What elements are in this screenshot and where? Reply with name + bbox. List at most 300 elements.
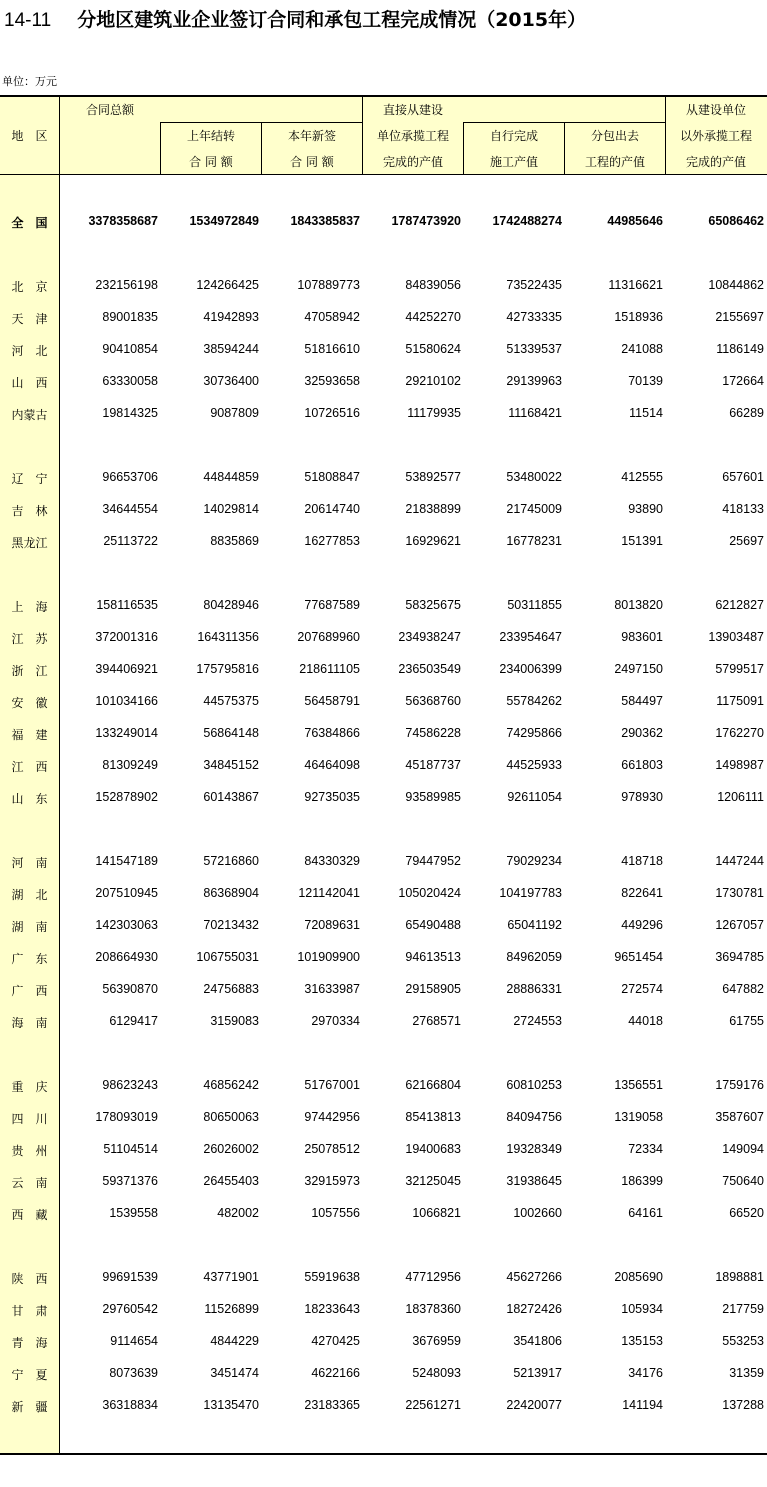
- header-contract-total: 合同总额: [85, 103, 134, 117]
- table-cell: 76384866: [304, 726, 360, 740]
- header-direct-1: 直接从建设: [382, 103, 443, 117]
- table-cell: 16778231: [506, 534, 562, 548]
- region-name: 辽 宁: [11, 472, 48, 486]
- region-name: 重 庆: [11, 1080, 48, 1094]
- table-cell: 1730781: [715, 886, 764, 900]
- table-cell: 51339537: [506, 342, 562, 356]
- table-row: [0, 534, 767, 554]
- table-cell: 372001316: [95, 630, 158, 644]
- table-row: [0, 1366, 767, 1386]
- table-cell: 1002660: [513, 1206, 562, 1220]
- header-direct-3: 完成的产值: [382, 155, 443, 169]
- header-sub-1: 分包出去: [590, 129, 639, 143]
- table-cell: 1843385837: [290, 214, 360, 228]
- table-cell: 18233643: [304, 1302, 360, 1316]
- table-cell: 26455403: [203, 1174, 259, 1188]
- region-name: 安 徽: [11, 696, 48, 710]
- table-cell: 97442956: [304, 1110, 360, 1124]
- header-self-2: 施工产值: [489, 155, 538, 169]
- region-name: 福 建: [11, 728, 48, 742]
- table-cell: 42733335: [506, 310, 562, 324]
- table-cell: 84094756: [506, 1110, 562, 1124]
- table-cell: 89001835: [102, 310, 158, 324]
- table-cell: 2497150: [614, 662, 663, 676]
- table-cell: 44525933: [506, 758, 562, 772]
- table-cell: 18378360: [405, 1302, 461, 1316]
- table-cell: 137288: [722, 1398, 764, 1412]
- table-cell: 44252270: [405, 310, 461, 324]
- table-cell: 3676959: [412, 1334, 461, 1348]
- table-cell: 1057556: [311, 1206, 360, 1220]
- table-cell: 11514: [629, 406, 663, 420]
- bottom-rule: [0, 1453, 767, 1455]
- table-cell: 47712956: [405, 1270, 461, 1284]
- table-cell: 3694785: [715, 950, 764, 964]
- table-cell: 80428946: [203, 598, 259, 612]
- table-cell: 80650063: [203, 1110, 259, 1124]
- table-cell: 25113722: [103, 534, 158, 548]
- table-cell: 3451474: [210, 1366, 259, 1380]
- table-cell: 45627266: [506, 1270, 562, 1284]
- table-cell: 16277853: [304, 534, 360, 548]
- table-cell: 207510945: [95, 886, 158, 900]
- table-row: [0, 310, 767, 330]
- table-cell: 66289: [729, 406, 764, 420]
- table-row: [0, 1270, 767, 1290]
- table-cell: 186399: [621, 1174, 663, 1188]
- table-row: [0, 1398, 767, 1418]
- table-row: [0, 854, 767, 874]
- region-name: 贵 州: [11, 1144, 48, 1158]
- table-cell: 2085690: [614, 1270, 663, 1284]
- table-cell: 978930: [621, 790, 663, 804]
- table-cell: 1518936: [614, 310, 663, 324]
- table-cell: 32125045: [405, 1174, 461, 1188]
- table-cell: 32915973: [304, 1174, 360, 1188]
- table-cell: 79029234: [506, 854, 562, 868]
- table-cell: 217759: [722, 1302, 764, 1316]
- table-cell: 5213917: [513, 1366, 562, 1380]
- table-cell: 60810253: [506, 1078, 562, 1092]
- table-cell: 553253: [722, 1334, 764, 1348]
- table-row: [0, 1334, 767, 1354]
- table-cell: 3378358687: [88, 214, 158, 228]
- table-cell: 822641: [621, 886, 663, 900]
- table-cell: 1742488274: [492, 214, 562, 228]
- table-cell: 22561271: [405, 1398, 461, 1412]
- table-cell: 31359: [729, 1366, 764, 1380]
- region-name: 广 东: [11, 952, 48, 966]
- table-cell: 90410854: [102, 342, 158, 356]
- table-cell: 34176: [628, 1366, 663, 1380]
- header-sub-2: 工程的产值: [584, 155, 645, 169]
- table-cell: 8073639: [109, 1366, 158, 1380]
- table-row: [0, 694, 767, 714]
- table-cell: 1762270: [715, 726, 764, 740]
- table-cell: 8013820: [614, 598, 663, 612]
- table-cell: 10726516: [304, 406, 360, 420]
- table-row: [0, 598, 767, 618]
- table-cell: 1356551: [614, 1078, 663, 1092]
- table-cell: 1267057: [715, 918, 764, 932]
- table-row: [0, 982, 767, 1002]
- table-cell: 86368904: [203, 886, 259, 900]
- region-name: 全 国: [11, 216, 48, 230]
- table-cell: 1787473920: [391, 214, 461, 228]
- table-cell: 657601: [722, 470, 764, 484]
- table-cell: 149094: [722, 1142, 764, 1156]
- table-cell: 34644554: [102, 502, 158, 516]
- table-cell: 4622166: [311, 1366, 360, 1380]
- region-name: 北 京: [11, 280, 48, 294]
- table-cell: 46856242: [203, 1078, 259, 1092]
- region-name: 山 东: [11, 792, 48, 806]
- table-cell: 28886331: [506, 982, 562, 996]
- table-cell: 141194: [622, 1398, 663, 1412]
- table-cell: 133249014: [95, 726, 158, 740]
- table-cell: 394406921: [95, 662, 158, 676]
- table-row: [0, 886, 767, 906]
- table-row: [0, 374, 767, 394]
- table-row: [0, 726, 767, 746]
- table-cell: 135153: [621, 1334, 663, 1348]
- region-name: 青 海: [11, 1336, 48, 1350]
- table-cell: 92611054: [507, 790, 562, 804]
- table-cell: 121142041: [298, 886, 360, 900]
- table-cell: 1066821: [412, 1206, 461, 1220]
- table-cell: 26026002: [203, 1142, 259, 1156]
- table-cell: 85413813: [405, 1110, 461, 1124]
- table-row: [0, 662, 767, 682]
- table-cell: 4270425: [311, 1334, 360, 1348]
- table-cell: 53480022: [506, 470, 562, 484]
- table-cell: 74295866: [506, 726, 562, 740]
- table-row: [0, 342, 767, 362]
- table-cell: 234006399: [499, 662, 562, 676]
- table-cell: 241088: [621, 342, 663, 356]
- table-cell: 418718: [621, 854, 663, 868]
- region-name: 河 北: [11, 344, 48, 358]
- region-column-band: [0, 175, 59, 1454]
- table-cell: 64161: [628, 1206, 663, 1220]
- region-name: 浙 江: [11, 664, 48, 678]
- table-cell: 584497: [621, 694, 663, 708]
- table-cell: 43771901: [203, 1270, 259, 1284]
- table-cell: 3541806: [513, 1334, 562, 1348]
- header-other-2: 以外承揽工程: [679, 129, 752, 143]
- header-self-1: 自行完成: [489, 129, 538, 143]
- table-cell: 449296: [621, 918, 663, 932]
- table-cell: 1498987: [715, 758, 764, 772]
- table-cell: 105020424: [398, 886, 461, 900]
- table-cell: 29760542: [102, 1302, 158, 1316]
- table-cell: 21838899: [405, 502, 461, 516]
- table-cell: 272574: [621, 982, 663, 996]
- table-cell: 290362: [621, 726, 663, 740]
- table-row: [0, 1302, 767, 1322]
- table-cell: 51816610: [304, 342, 360, 356]
- table-cell: 164311356: [197, 630, 259, 644]
- table-cell: 13135470: [203, 1398, 259, 1412]
- table-cell: 61755: [729, 1014, 764, 1028]
- region-name: 云 南: [11, 1176, 48, 1190]
- table-cell: 2724553: [513, 1014, 562, 1028]
- table-cell: 750640: [722, 1174, 764, 1188]
- table-cell: 152878902: [95, 790, 158, 804]
- table-cell: 232156198: [95, 278, 158, 292]
- table-row: [0, 1142, 767, 1162]
- table-cell: 234938247: [398, 630, 461, 644]
- table-cell: 84962059: [506, 950, 562, 964]
- table-cell: 72089631: [304, 918, 360, 932]
- table-title: 分地区建筑业企业签订合同和承包工程完成情况（2015年）: [77, 9, 587, 31]
- table-row: [0, 1174, 767, 1194]
- table-cell: 84330329: [304, 854, 360, 868]
- table-cell: 44575375: [203, 694, 259, 708]
- table-cell: 2970334: [311, 1014, 360, 1028]
- table-cell: 107889773: [297, 278, 360, 292]
- table-cell: 233954647: [499, 630, 562, 644]
- table-row: [0, 918, 767, 938]
- table-cell: 70213432: [203, 918, 259, 932]
- table-cell: 19328349: [506, 1142, 562, 1156]
- table-cell: 8835869: [210, 534, 259, 548]
- table-cell: 23183365: [304, 1398, 360, 1412]
- header-direct-2: 单位承揽工程: [376, 129, 449, 143]
- region-name: 西 藏: [11, 1208, 48, 1222]
- table-row: [0, 278, 767, 298]
- table-cell: 98623243: [102, 1078, 158, 1092]
- table-cell: 65086462: [708, 214, 764, 228]
- table-cell: 1759176: [715, 1078, 764, 1092]
- table-cell: 9651454: [614, 950, 663, 964]
- header-carried-over-2: 合 同 额: [189, 155, 233, 169]
- table-cell: 158116535: [96, 598, 158, 612]
- header-region: 地 区: [11, 129, 48, 143]
- table-row: [0, 1078, 767, 1098]
- table-cell: 93589985: [405, 790, 461, 804]
- table-cell: 44985646: [607, 214, 663, 228]
- table-cell: 13903487: [708, 630, 764, 644]
- region-name: 黑龙江: [11, 536, 48, 550]
- table-cell: 9087809: [210, 406, 259, 420]
- table-cell: 29158905: [405, 982, 461, 996]
- table-cell: 11526899: [204, 1302, 259, 1316]
- table-cell: 51767001: [304, 1078, 360, 1092]
- table-cell: 101034166: [95, 694, 158, 708]
- table-cell: 99691539: [102, 1270, 158, 1284]
- table-cell: 51104514: [103, 1142, 158, 1156]
- table-cell: 92735035: [304, 790, 360, 804]
- table-cell: 57216860: [203, 854, 259, 868]
- table-cell: 56458791: [304, 694, 360, 708]
- table-cell: 3159083: [210, 1014, 259, 1028]
- table-cell: 141547189: [95, 854, 158, 868]
- table-cell: 29210102: [405, 374, 461, 388]
- table-cell: 142303063: [95, 918, 158, 932]
- table-cell: 6129417: [109, 1014, 158, 1028]
- table-cell: 207689960: [297, 630, 360, 644]
- table-cell: 24756883: [203, 982, 259, 996]
- table-cell: 77687589: [304, 598, 360, 612]
- region-name: 吉 林: [11, 504, 48, 518]
- table-row: [0, 502, 767, 522]
- header-carried-over-1: 上年结转: [186, 129, 235, 143]
- table-cell: 47058942: [304, 310, 360, 324]
- region-name: 甘 肃: [11, 1304, 48, 1318]
- table-cell: 31938645: [506, 1174, 562, 1188]
- table-cell: 412555: [621, 470, 663, 484]
- table-cell: 105934: [621, 1302, 663, 1316]
- table-number: 14-11: [4, 10, 52, 31]
- table-cell: 59371376: [102, 1174, 158, 1188]
- table-cell: 1175091: [716, 694, 764, 708]
- table-cell: 93890: [628, 502, 663, 516]
- header-rule: [0, 174, 767, 175]
- region-name: 湖 北: [11, 888, 48, 902]
- table-cell: 72334: [628, 1142, 663, 1156]
- table-row: [0, 790, 767, 810]
- table-cell: 11316621: [608, 278, 663, 292]
- table-cell: 53892577: [405, 470, 461, 484]
- table-cell: 50311855: [507, 598, 562, 612]
- table-cell: 4844229: [210, 1334, 259, 1348]
- table-cell: 45187737: [405, 758, 461, 772]
- table-cell: 73522435: [506, 278, 562, 292]
- table-cell: 84839056: [405, 278, 461, 292]
- table-cell: 175795816: [196, 662, 259, 676]
- region-name: 天 津: [11, 312, 48, 326]
- table-cell: 106755031: [196, 950, 259, 964]
- table-cell: 5799517: [715, 662, 764, 676]
- header-other-1: 从建设单位: [685, 103, 746, 117]
- table-cell: 56864148: [203, 726, 259, 740]
- table-cell: 418133: [722, 502, 764, 516]
- table-cell: 22420077: [506, 1398, 562, 1412]
- table-cell: 9114654: [110, 1334, 158, 1348]
- table-cell: 29139963: [506, 374, 562, 388]
- table-cell: 661803: [621, 758, 663, 772]
- table-cell: 31633987: [304, 982, 360, 996]
- region-name: 海 南: [11, 1016, 48, 1030]
- table-cell: 101909900: [297, 950, 360, 964]
- table-cell: 2155697: [715, 310, 764, 324]
- table-cell: 178093019: [95, 1110, 158, 1124]
- table-cell: 55919638: [304, 1270, 360, 1284]
- region-name: 上 海: [11, 600, 48, 614]
- table-cell: 70139: [628, 374, 663, 388]
- table-cell: 79447952: [405, 854, 461, 868]
- table-cell: 44018: [628, 1014, 663, 1028]
- region-name: 江 西: [11, 760, 48, 774]
- region-name: 山 西: [11, 376, 48, 390]
- table-cell: 44844859: [203, 470, 259, 484]
- table-cell: 56390870: [102, 982, 158, 996]
- region-name: 宁 夏: [11, 1368, 48, 1382]
- table-cell: 20614740: [304, 502, 360, 516]
- table-cell: 10844862: [708, 278, 764, 292]
- table-cell: 1447244: [715, 854, 764, 868]
- table-cell: 60143867: [203, 790, 259, 804]
- region-name: 四 川: [11, 1112, 48, 1126]
- table-row: [0, 1206, 767, 1226]
- table-row: [0, 470, 767, 490]
- table-cell: 19814325: [102, 406, 158, 420]
- table-cell: 25697: [729, 534, 764, 548]
- table-cell: 41942893: [203, 310, 259, 324]
- region-name: 新 疆: [11, 1400, 48, 1414]
- table-cell: 30736400: [203, 374, 259, 388]
- table-cell: 151391: [621, 534, 663, 548]
- table-cell: 11168421: [508, 406, 562, 420]
- table-cell: 38594244: [203, 342, 259, 356]
- table-cell: 14029814: [203, 502, 259, 516]
- table-cell: 124266425: [196, 278, 259, 292]
- table-cell: 104197783: [499, 886, 562, 900]
- table-cell: 218611105: [299, 662, 360, 676]
- table-cell: 983601: [621, 630, 663, 644]
- table-cell: 1534972849: [189, 214, 259, 228]
- table-cell: 3587607: [715, 1110, 764, 1124]
- table-cell: 94613513: [405, 950, 461, 964]
- table-cell: 11179935: [407, 406, 461, 420]
- unit-label: 单位：万元: [2, 75, 57, 88]
- table-cell: 482002: [217, 1206, 259, 1220]
- table-cell: 55784262: [506, 694, 562, 708]
- table-cell: 32593658: [304, 374, 360, 388]
- table-cell: 34845152: [203, 758, 259, 772]
- table-cell: 5248093: [412, 1366, 461, 1380]
- table-cell: 2768571: [412, 1014, 461, 1028]
- table-row: [0, 950, 767, 970]
- table-cell: 21745009: [506, 502, 562, 516]
- region-name: 内蒙古: [11, 408, 48, 422]
- page-title: [4, 5, 586, 32]
- table-cell: 65041192: [507, 918, 562, 932]
- table-cell: 51808847: [304, 470, 360, 484]
- table-cell: 46464098: [304, 758, 360, 772]
- region-name: 江 苏: [11, 632, 48, 646]
- table-cell: 19400683: [405, 1142, 461, 1156]
- table-row: [0, 758, 767, 778]
- table-cell: 36318834: [102, 1398, 158, 1412]
- table-cell: 96653706: [102, 470, 158, 484]
- table-cell: 6212827: [715, 598, 764, 612]
- table-row: [0, 1014, 767, 1034]
- top-rule: [0, 95, 767, 97]
- table-cell: 74586228: [405, 726, 461, 740]
- table-cell: 647882: [722, 982, 764, 996]
- region-name: 广 西: [11, 984, 48, 998]
- table-cell: 81309249: [102, 758, 158, 772]
- table-row-total: [0, 214, 767, 234]
- table-cell: 56368760: [405, 694, 461, 708]
- table-cell: 66520: [729, 1206, 764, 1220]
- table-cell: 1206111: [717, 790, 764, 804]
- table-cell: 1898881: [715, 1270, 764, 1284]
- header-new-signed-1: 本年新签: [287, 129, 336, 143]
- table-cell: 208664930: [95, 950, 158, 964]
- table-cell: 25078512: [304, 1142, 360, 1156]
- table-cell: 63330058: [102, 374, 158, 388]
- table-cell: 58325675: [405, 598, 461, 612]
- header-new-signed-2: 合 同 额: [290, 155, 334, 169]
- table-cell: 62166804: [405, 1078, 461, 1092]
- table-cell: 1319058: [614, 1110, 663, 1124]
- table-row: [0, 630, 767, 650]
- table-cell: 236503549: [398, 662, 461, 676]
- table-row: [0, 406, 767, 426]
